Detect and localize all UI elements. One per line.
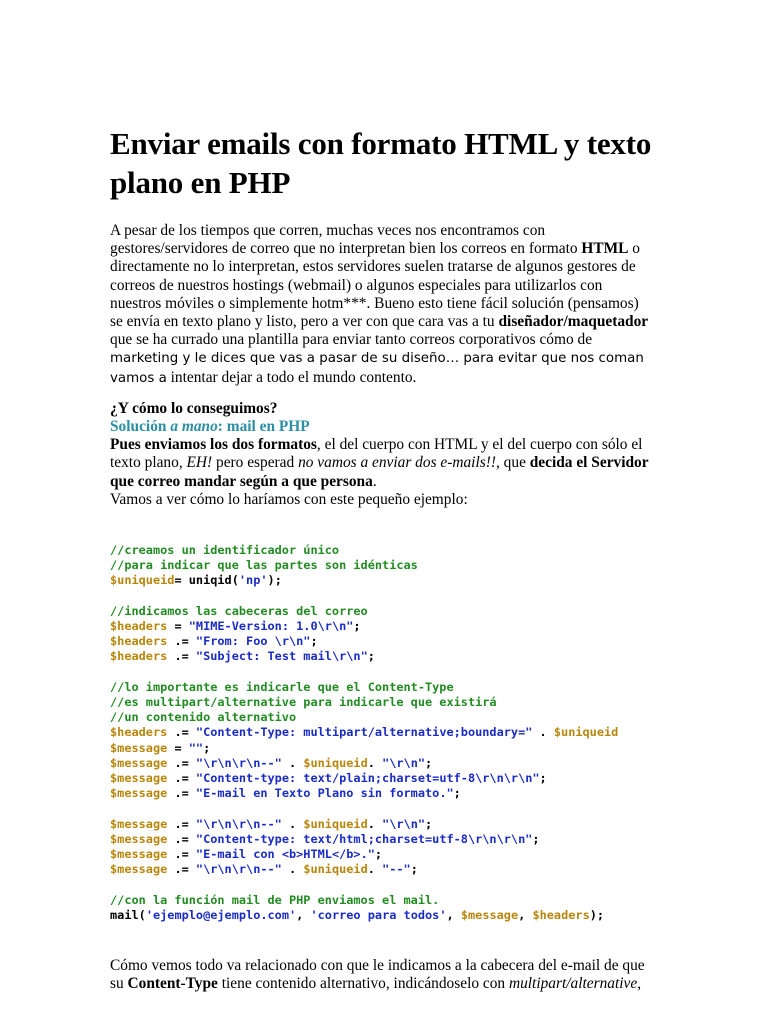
intro-text-1: A pesar de los tiempos que corren, muchas veces nos encontramos con gestores/servidores de correo que no interpretan bien los correos en formato — [110, 222, 582, 258]
code-comment: //lo importante es indicarle que el Content-Type — [110, 679, 454, 694]
solution-heading — [110, 418, 655, 436]
code-comment: //para indicar que las partes son idénticas — [110, 558, 418, 573]
intro-text-3: que se ha currado una plantilla para enviar tanto correos corporativos cómo de — [110, 331, 593, 349]
outro-paragraph: Cómo vemos todo va relacionado con que le indicamos a la cabecera del e-mail de que su Content-Type tiene contenido alternativo, indicándoselo con multipart/alternative, — [110, 957, 645, 993]
code-comment: //es multipart/alternative para indicarle que existirá — [110, 695, 497, 710]
intro-paragraph — [110, 222, 655, 388]
page-title: Enviar emails con formato HTML y texto plano en PHP — [110, 126, 652, 200]
solution-rest: : mail en PHP — [217, 418, 310, 436]
intro-text-5: intentar dejar a todo el mundo contento. — [166, 368, 417, 386]
intro-text-2: o directamente no lo interpretan, estos servidores suelen tratarse de algunos gestores de correos de nuestros hostings (webmail) o algunos especiales para utilizarlos con nuestros móviles o simplemente hotm***. Bueno esto tiene fácil solución (pensamos) se envía en texto plano y listo, pero a ver con que cara vas a tu — [110, 240, 640, 331]
code-comment: //con la función mail de PHP enviamos el mail. — [110, 892, 440, 907]
code-comment: //indicamos las cabeceras del correo — [110, 603, 368, 618]
example-intro: Vamos a ver cómo lo haríamos con este pequeño ejemplo: — [110, 490, 468, 508]
code-comment: //un contenido alternativo — [110, 710, 297, 725]
php-code-block: //creamos un identificador único //para indicar que las partes son idénticas $uniqueid= uniqid('np'); //indicamos las cabeceras del correo $headers = "MIME-Version: 1.0\r\n"; $headers .= "From: Foo \r\n"; $headers .= "Subject: Test mail\r\n"; //lo importante es indicarle que el Content-Type //es multipart/alternative para indicarle que existirá //un contenido alternativo $headers .= "Content-Type: multipart/alternative;boundary=" . $uniqueid $message = ""; $message .= "\r\n\r\n--" . $uniqueid. "\r\n"; $message .= "Content-type: text/plain;charset=utf-8\r\n\r\n"; $message .= "E-mail en Texto Plano sin formato."; $message .= "\r\n\r\n--" . $uniqueid. "\r\n"; $message .= "Content-type: text/html;charset=utf-8\r\n\r\n"; $message .= "E-mail con <b>HTML</b>."; $message .= "\r\n\r\n--" . $uniqueid. "--"; //con la función mail de PHP enviamos el mail. mail('ejemplo@ejemplo.com', 'correo para todos', $message, $headers); — [110, 543, 619, 922]
question-heading: ¿Y cómo lo conseguimos? — [110, 399, 278, 417]
article — [110, 124, 655, 994]
solution-italic: a mano — [170, 418, 218, 436]
solution-paragraph: Pues enviamos los dos formatos, el del cuerpo con HTML y el del cuerpo con sólo el texto plano, EH! pero esperad no vamos a enviar dos e-mails!!, que decida el Servidor que correo mandar según a que persona. — [110, 436, 649, 490]
intro-bold-designer: diseñador/maquetador — [498, 313, 649, 331]
solution-label: Solución — [110, 418, 171, 436]
intro-text-4: marketing y le dices que vas a pasar de su diseño… para evitar que nos coman vamos a — [110, 351, 644, 386]
intro-bold-html: HTML — [581, 240, 629, 258]
code-comment: //creamos un identificador único — [110, 543, 340, 558]
